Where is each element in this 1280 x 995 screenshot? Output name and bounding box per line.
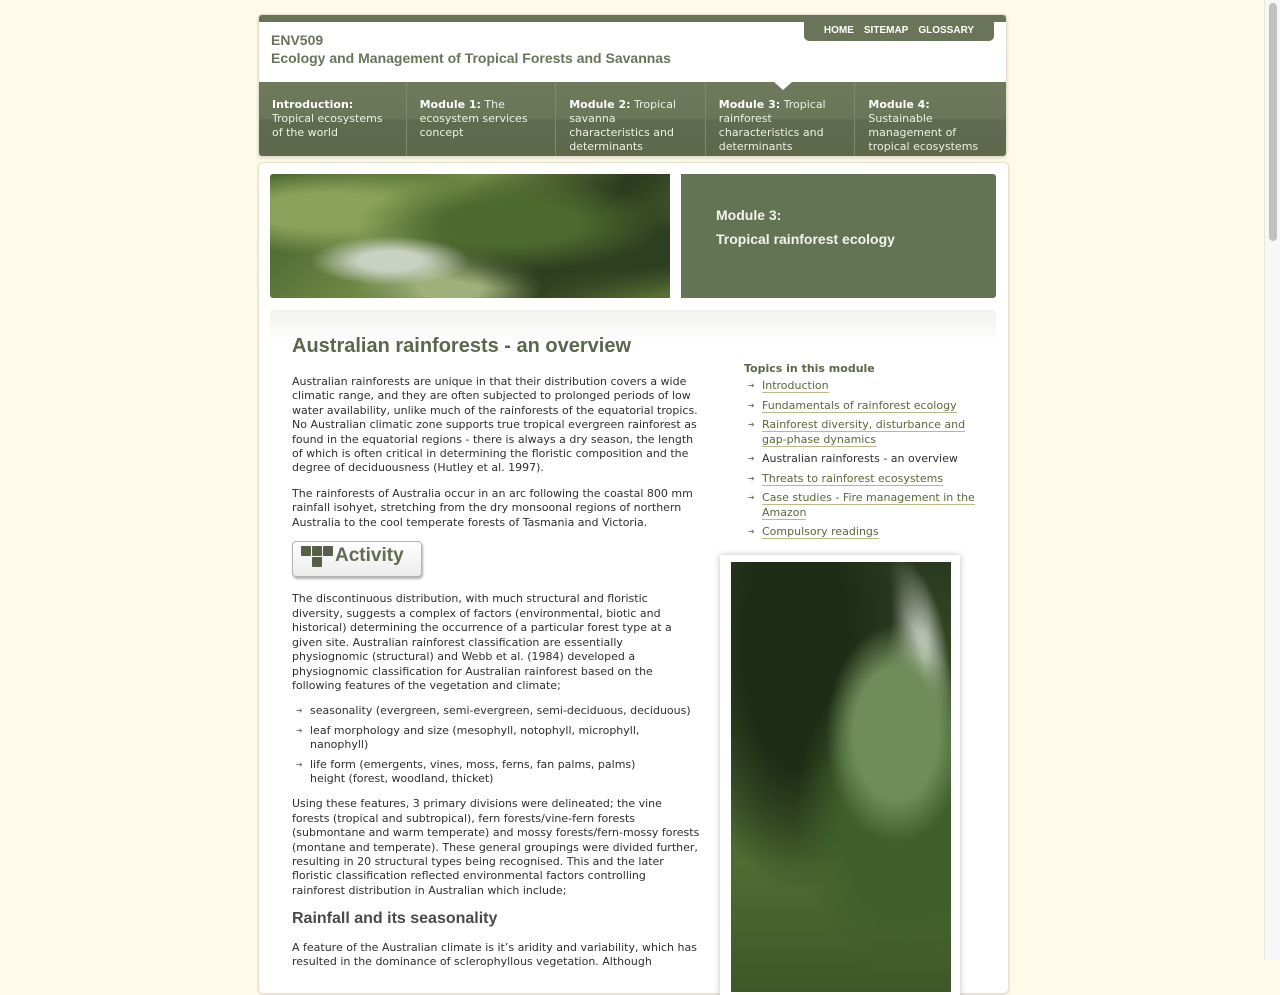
sitemap-link[interactable]: SITEMAP (863, 24, 909, 36)
features-list (292, 704, 700, 786)
page-title: Australian rainforests - an overview (292, 335, 632, 357)
module-banner (681, 174, 996, 298)
paragraph: The discontinuous distribution, with much structural and floristic diversity, suggests a complex of factors (environmental, biotic and historical) determining the occurrence of a particular forest type at a given site. Australian rainforest classification are essentially physiognomic (structural) and Webb et al. (1984) developed a physiognomic classification for Australian rainforest based on the following features of the vegetation and climate; (292, 592, 672, 692)
site-header (258, 14, 1007, 157)
paragraph: The rainforests of Australia occur in an arc following the coastal 800 mm rainfall isohyet, stretching from the dry monsoonal regions of northern Australia to the cool temperate forests of Tasmania and Victoria. (292, 486, 693, 529)
topics-sidebar (744, 362, 984, 545)
banner-module-title: Tropical rainforest ecology (716, 231, 895, 247)
topic-item (762, 525, 984, 540)
topics-list (744, 379, 984, 540)
nav-label-bold: Introduction: (272, 98, 354, 111)
topic-item-current: ➔ Australian rainforests - an overview (762, 452, 984, 467)
nav-label-bold: Module 2: (569, 98, 631, 111)
nav-label: Tropical ecosystems of the world (272, 112, 383, 139)
nav-label: Tropical rainforest characteristics and determinants (718, 98, 826, 153)
activity-label: Activity (335, 545, 404, 567)
home-link[interactable]: HOME (823, 24, 854, 36)
utility-nav (804, 15, 994, 41)
main-nav (259, 82, 1006, 156)
list-item: ➔ leaf morphology and size (mesophyll, notophyll, microphyll, nanophyll) (310, 724, 700, 753)
nav-label-bold: Module 1: (419, 98, 481, 111)
rainforest-banner-image (270, 174, 670, 298)
nav-module-4[interactable] (855, 82, 1006, 156)
banner-module-label: Module 3: (716, 207, 782, 223)
list-item: ➔ life form (emergents, vines, moss, ferns, fan palms, palms) height (forest, woodland, thicket) (310, 758, 700, 787)
nav-introduction[interactable] (259, 82, 407, 156)
list-item: ➔ seasonality (evergreen, semi-evergreen, semi-deciduous, deciduous) (310, 704, 700, 718)
rainforest-mountain-image (731, 562, 951, 992)
page-wrapper (258, 14, 1007, 968)
vertical-scrollbar[interactable] (1264, 0, 1280, 960)
topic-item (762, 472, 984, 487)
topic-link-case-studies[interactable]: Case studies - Fire management in the Amazon (762, 491, 975, 519)
topic-link-readings[interactable]: Compulsory readings (762, 525, 879, 538)
nav-module-1[interactable] (407, 82, 557, 156)
nav-module-3[interactable] (706, 82, 856, 156)
scrollbar-thumb[interactable] (1269, 3, 1277, 241)
topic-link-threats[interactable]: Threats to rainforest ecosystems (762, 471, 944, 485)
topic-item (762, 379, 984, 394)
nav-label: Sustainable management of tropical ecosystems (868, 112, 979, 153)
section-heading: Rainfall and its seasonality (292, 910, 498, 928)
topic-item (762, 399, 984, 414)
nav-label: The ecosystem services concept (419, 98, 528, 139)
activity-button[interactable] (292, 541, 422, 577)
nav-label-bold: Module 4: (868, 98, 930, 111)
side-photo-frame (720, 555, 960, 995)
topic-link-diversity[interactable]: Rainforest diversity, disturbance and gap-phase dynamics (762, 418, 966, 446)
course-title: Ecology and Management of Tropical Forests and Savannas (271, 50, 671, 66)
active-pointer-icon (774, 82, 792, 90)
content-card (258, 162, 1009, 994)
glossary-link[interactable]: GLOSSARY (918, 24, 975, 36)
topic-item (762, 491, 984, 520)
nav-label: Tropical savanna characteristics and determinants (569, 98, 677, 153)
nav-module-2[interactable] (556, 82, 706, 156)
topic-link-fundamentals[interactable]: Fundamentals of rainforest ecology (762, 398, 957, 412)
topics-heading: Topics in this module (744, 362, 875, 375)
nav-label-bold: Module 3: (718, 98, 781, 111)
paragraph: A feature of the Australian climate is it’s aridity and variability, which has resulted in the dominance of sclerophyllous vegetation. Although (292, 940, 697, 968)
topic-item (762, 418, 984, 447)
article-body (292, 375, 700, 980)
paragraph: Using these features, 3 primary divisions were delineated; the vine forests (tropical and subtropical), fern forests/vine-fern forests (submontane and warm temperate) and mossy forests/fern-mossy forests (montane and temperate). These general groupings were divided further, resulting in 20 structural types being recognised. This and the later floristic classification reflected environmental factors controlling rainforest distribution in Australian which include; (292, 797, 700, 897)
course-code: ENV509 (271, 32, 324, 48)
activity-squares-icon (301, 546, 337, 570)
paragraph: Australian rainforests are unique in that their distribution covers a wide climatic range, and they are often subjected to prolonged periods of low water availability, unlike much of the rainforests of the equatorial tropics. No Australian climatic zone supports true tropical evergreen rainforest as found in the equatorial regions - there is always a dry season, the length of which is often critical in determining the floristic composition and the degree of deciduousness (Hutley et al. 1997). (292, 375, 698, 475)
topic-link-introduction[interactable]: Introduction (762, 379, 829, 392)
